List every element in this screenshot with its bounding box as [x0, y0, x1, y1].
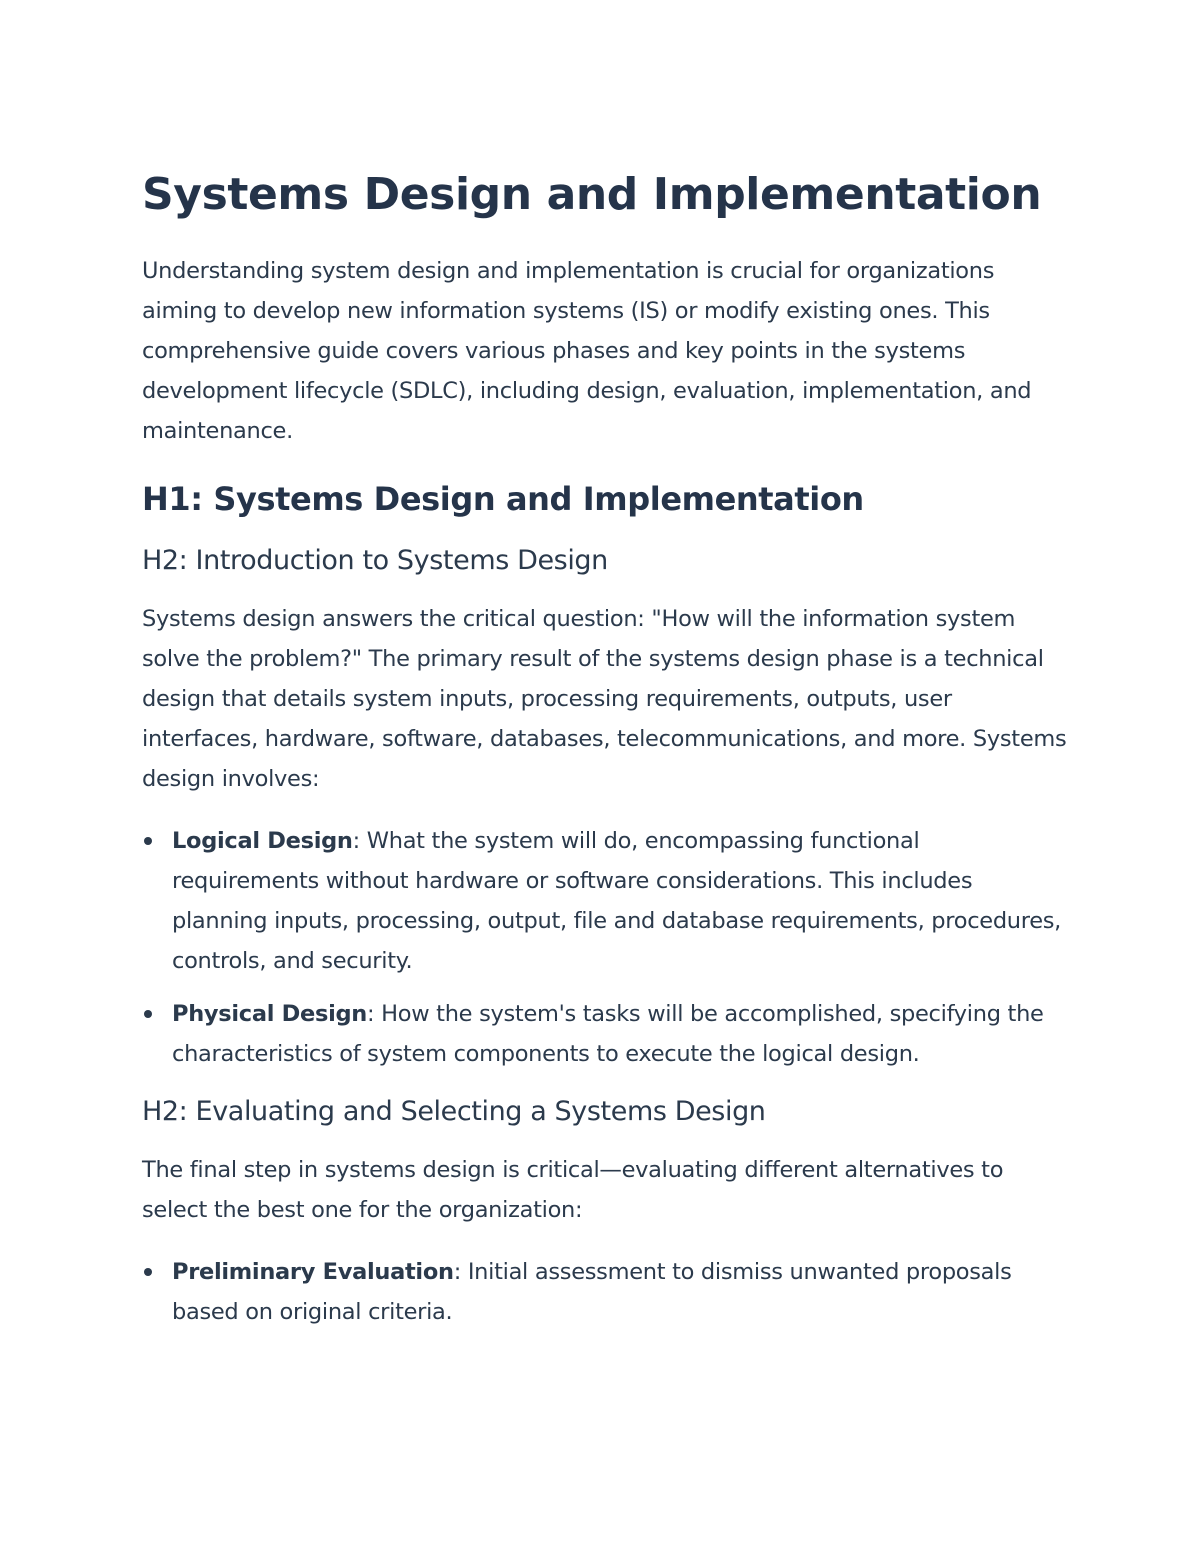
evaluation-list [142, 1252, 1072, 1332]
list-item [142, 821, 1072, 981]
section-paragraph-evaluating: The final step in systems design is critical—evaluating different alternatives to select the best one for the organization: [142, 1157, 1004, 1223]
list-item [142, 1252, 1072, 1332]
list-item-term: Preliminary Evaluation [172, 1259, 454, 1285]
bullet-icon [144, 1268, 152, 1276]
section-paragraph-introduction: Systems design answers the critical question: "How will the information system solve the problem?" The primary result of the systems design phase is a technical design that details system inputs, processing requirements, outputs, user interfaces, hardware, software, databases, telecommunications, and more. Systems design involves: [142, 606, 1067, 792]
section-heading-introduction: H2: Introduction to Systems Design [142, 545, 608, 576]
intro-paragraph: Understanding system design and implementation is crucial for organizations aiming to develop new information systems (IS) or modify existing ones. This comprehensive guide covers various phases and key points in the systems development lifecycle (SDLC), including design, evaluation, implementation, and maintenance. [142, 258, 1032, 444]
document-title: Systems Design and Implementation [142, 169, 1042, 220]
list-item [142, 994, 1072, 1074]
document-page [142, 165, 1072, 1350]
list-item-text: : How the system's tasks will be accomplished, specifying the characteristics of system components to execute the logical design. [172, 1001, 1044, 1067]
list-item-text: : What the system will do, encompassing functional requirements without hardware or software considerations. This includes planning inputs, processing, output, file and database requirements, procedures, controls, and security. [172, 828, 1062, 974]
h1-heading: H1: Systems Design and Implementation [142, 480, 864, 518]
bullet-icon [144, 1010, 152, 1018]
design-types-list [142, 821, 1072, 1074]
list-item-term: Logical Design [172, 828, 353, 854]
section-heading-evaluating: H2: Evaluating and Selecting a Systems Design [142, 1096, 766, 1127]
list-item-term: Physical Design [172, 1001, 368, 1027]
bullet-icon [144, 837, 152, 845]
list-item-text: : Initial assessment to dismiss unwanted proposals based on original criteria. [172, 1259, 1012, 1325]
